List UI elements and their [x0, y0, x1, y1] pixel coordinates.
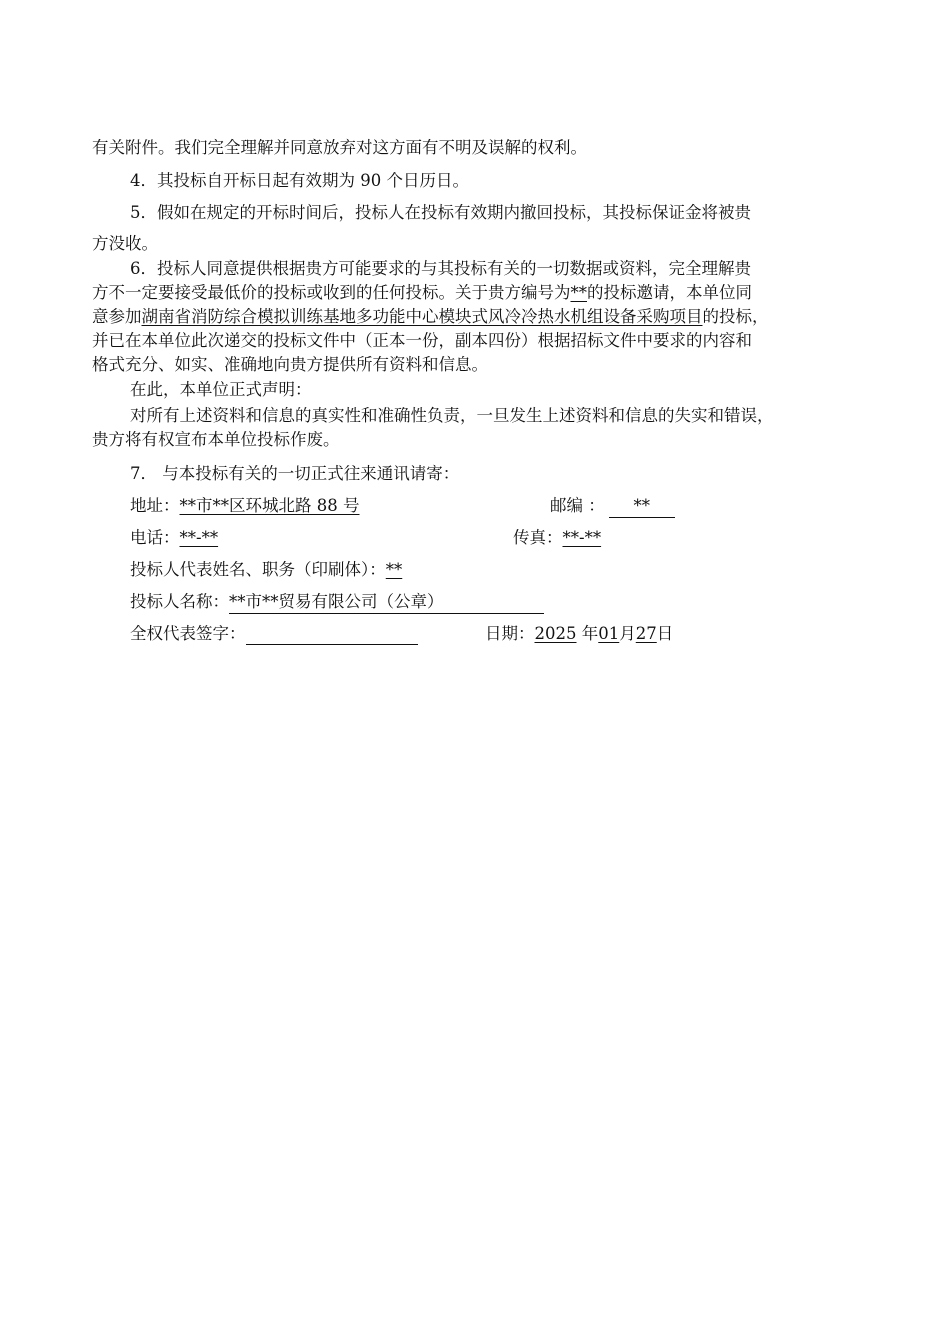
phone-row: [130, 527, 218, 549]
paragraph-item-7: 7． 与本投标有关的一切正式往来通讯请寄：: [130, 464, 460, 483]
date-label: 日期：: [485, 624, 535, 643]
bidder-name-value: **市**贸易有限公司（公章）: [229, 591, 544, 614]
date-year: 2025: [534, 624, 577, 643]
paragraph-attachments-end: 有关附件。我们完全理解并同意放弃对这方面有不明及误解的权利。: [92, 138, 587, 157]
fax-row: [513, 527, 601, 549]
date-day-unit: 日: [656, 624, 674, 643]
address-value: **市**区环城北路 88 号: [179, 496, 360, 515]
date-day: 27: [635, 624, 657, 643]
paragraph-item-6-line1: 6．投标人同意提供根据贵方可能要求的与其投标有关的一切数据或资料，完全理解贵: [130, 259, 751, 278]
responsibility-line1: 对所有上述资料和信息的真实性和准确性负责，一旦发生上述资料和信息的失实和错误，: [130, 406, 774, 425]
declaration-heading: 在此，本单位正式声明：: [130, 380, 312, 399]
paragraph-item-5-line1: 5．假如在规定的开标时间后，投标人在投标有效期内撤回投标，其投标保证金将被贵: [130, 203, 751, 222]
postcode-value: **: [609, 495, 675, 518]
paragraph-item-6-line5: 格式充分、如实、准确地向贵方提供所有资料和信息。: [92, 355, 488, 374]
bidder-name-row: [130, 591, 544, 614]
fax-label: 传真：: [513, 528, 563, 547]
paragraph-item-5-line2: 方没收。: [92, 234, 158, 253]
bidder-name-label: 投标人名称：: [130, 592, 229, 611]
representative-row: [130, 559, 402, 581]
paragraph-item-4: 4．其投标自开标日起有效期为 90 个日历日。: [130, 171, 469, 190]
date-month: 01: [598, 624, 620, 643]
paragraph-item-6-line2: [92, 282, 752, 304]
signature-label: 全权代表签字：: [130, 624, 246, 643]
responsibility-line2: 贵方将有权宣布本单位投标作废。: [92, 430, 340, 449]
date-row: [485, 623, 673, 645]
date-month-unit: 月: [619, 624, 636, 643]
bid-invitation-code: **: [570, 283, 587, 302]
address-label: 地址：: [130, 496, 180, 515]
postcode-label: 邮编 ：: [550, 496, 605, 515]
text-segment: 的投标，: [702, 307, 769, 326]
phone-label: 电话：: [130, 528, 180, 547]
text-segment: 意参加: [92, 307, 142, 326]
text-segment: 的投标邀请，本单位同: [587, 283, 752, 302]
representative-label: 投标人代表姓名、职务（印刷体）：: [130, 560, 386, 579]
representative-value: **: [385, 560, 403, 579]
paragraph-item-6-line3: [92, 306, 769, 328]
signature-blank: [246, 626, 418, 645]
phone-value: **-**: [179, 528, 219, 547]
paragraph-item-6-line4: 并已在本单位此次递交的投标文件中（正本一份，副本四份）根据招标文件中要求的内容和: [92, 331, 752, 350]
date-year-unit: 年: [581, 624, 599, 643]
address-row: [130, 495, 360, 517]
project-name: 湖南省消防综合模拟训练基地多功能中心模块式风冷冷热水机组设备采购项目: [141, 307, 703, 326]
text-segment: 方不一定要接受最低价的投标或收到的任何投标。关于贵方编号为: [92, 283, 571, 302]
signature-row: [130, 623, 418, 645]
postcode-row: [550, 495, 675, 518]
fax-value: **-**: [562, 528, 602, 547]
